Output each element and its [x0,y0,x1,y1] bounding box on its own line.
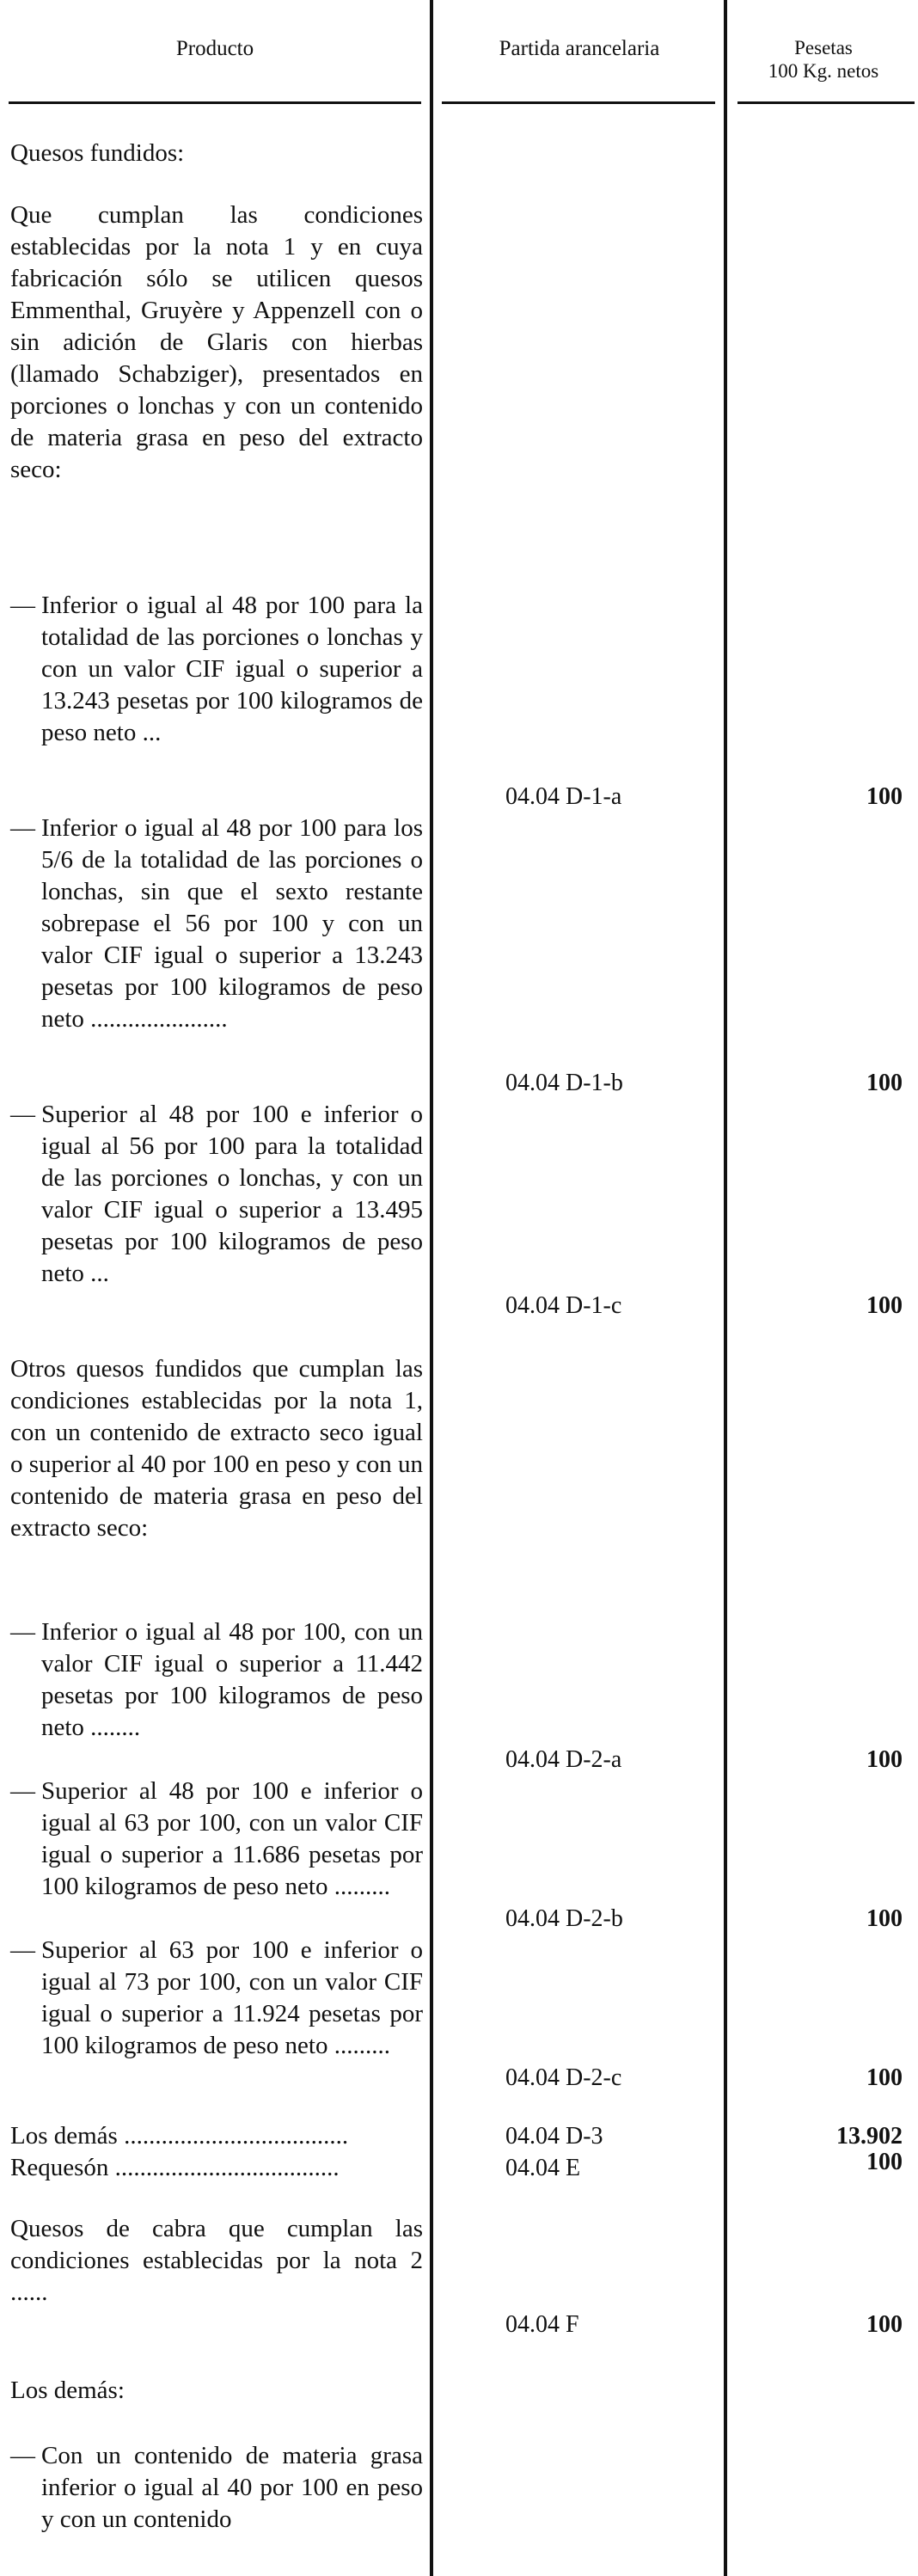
dash-icon: — [10,1101,35,1128]
value-d2a: 100 [866,1746,903,1773]
value-d1a: 100 [866,783,903,810]
value-f: 100 [866,2311,903,2338]
header-pesetas-line1: Pesetas [794,37,853,58]
heading-quesos-fundidos: Quesos fundidos: [10,139,185,167]
code-d3: 04.04 D-3 [505,2123,603,2150]
column-divider-1 [430,0,433,2576]
dash-icon: — [10,2442,35,2469]
item-los-demas [10,2440,423,2536]
value-d1b: 100 [866,1070,903,1096]
item-d1b-text: Inferior o igual al 48 por 100 para los 5/6 de la totalidad de las porciones o lonchas, sin que el sexto restante sobrepase el 56 por 100 y con un valor CIF igual o superior a 13.243 pesetas por 100 kilogramos de peso neto ...................... [41,814,423,1033]
header-pesetas-line2: 100 Kg. netos [768,60,879,82]
dash-icon: — [10,592,35,619]
value-d2b: 100 [866,1905,903,1932]
code-d2b: 04.04 D-2-b [505,1905,623,1932]
item-d1a [10,590,423,749]
item-d1a-text: Inferior o igual al 48 por 100 para la totalidad de las porciones o lonchas y con un valor CIF igual o superior a 13.243 pesetas por 100 kilogramos de peso neto ... [41,592,423,746]
column-divider-2 [724,0,727,2576]
value-d3: 13.902 [836,2123,903,2150]
code-d2c: 04.04 D-2-c [505,2064,622,2091]
header-producto: Producto [175,37,254,60]
item-d2c [10,1935,423,2062]
row-los-demas-label: Los demás .................................... [10,2122,349,2150]
item-d1c-text: Superior al 48 por 100 e inferior o igual al 56 por 100 para la totalidad de las porciones o lonchas, y con un valor CIF igual o superior a 13.495 pesetas por 100 kilogramos de peso neto ... [41,1101,423,1287]
item-d2a-text: Inferior o igual al 48 por 100, con un valor CIF igual o superior a 11.442 pesetas por 100 kilogramos de peso neto ........ [41,1618,423,1741]
otros-fundidos-intro: Otros quesos fundidos que cumplan las condiciones establecidas por la nota 1, con un contenido de extracto seco igual o superior al 40 por 100 en peso y con un contenido de materia grasa en peso del extracto seco: [10,1355,424,1542]
header-pesetas [732,36,915,83]
heading-los-demas: Los demás: [10,2377,125,2404]
dash-icon: — [10,1936,35,1964]
item-los-demas-text: Con un contenido de materia grasa inferior o igual al 40 por 100 en peso y con un contenido [41,2442,423,2533]
code-d2a: 04.04 D-2-a [505,1746,622,1773]
code-e: 04.04 E [505,2155,581,2181]
item-d2c-text: Superior al 63 por 100 e inferior o igual al 73 por 100, con un valor CIF igual o superior a 11.924 pesetas por 100 kilogramos de peso neto ......... [41,1936,423,2059]
header-rule-left [9,101,421,104]
item-d2a [10,1616,423,1744]
header-partida: Partida arancelaria [499,37,660,60]
dash-icon: — [10,1618,35,1646]
item-d1b [10,813,423,1035]
item-d2b-text: Superior al 48 por 100 e inferior o igual al 63 por 100, con un valor CIF igual o superior a 11.686 pesetas por 100 kilogramos de peso neto ......... [41,1777,423,1900]
item-d1c [10,1099,423,1290]
value-d1c: 100 [866,1292,903,1319]
code-d1c: 04.04 D-1-c [505,1292,622,1319]
cabra-intro: Quesos de cabra que cumplan las condiciones establecidas por la nota 2 ...... [10,2215,423,2306]
dash-icon: — [10,814,35,842]
code-d1a: 04.04 D-1-a [505,783,622,810]
emmental-intro: Que cumplan las condiciones establecidas por la nota 1 y en cuya fabricación sólo se utilicen quesos Emmenthal, Gruyère y Appenzell con o sin adición de Glaris con hierbas (llamado Schabziger), presentados en porciones o lonchas y con un contenido de materia grasa en peso del extracto seco: [10,201,423,483]
row-requeson-label: Requesón .................................... [10,2154,340,2181]
value-d2c: 100 [866,2064,903,2091]
code-f: 04.04 F [505,2311,579,2338]
item-d2b [10,1776,423,1903]
value-e: 100 [866,2149,903,2175]
dash-icon: — [10,1777,35,1805]
code-d1b: 04.04 D-1-b [505,1070,623,1096]
header-rule-mid [442,101,715,104]
header-rule-right [737,101,915,104]
